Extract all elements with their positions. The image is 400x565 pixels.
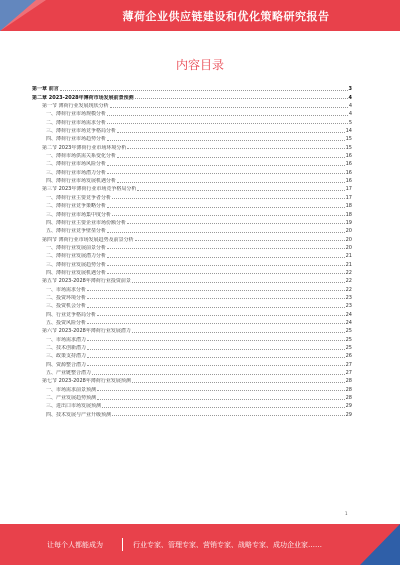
toc-entry-page: 21: [345, 261, 352, 268]
toc-entry[interactable]: [32, 293, 352, 301]
toc-entry-page: 22: [345, 278, 352, 285]
toc-entry-page: 17: [345, 186, 352, 193]
toc-entry-title: 四、行业竞争格局分析: [46, 311, 97, 318]
toc-leader-dots: [132, 282, 345, 283]
toc-entry-page: 20: [345, 244, 352, 251]
toc-entry[interactable]: [32, 84, 352, 92]
toc-entry-title: 第一节 薄荷行业发展现状分析: [42, 103, 109, 110]
toc-entry-page: 25: [345, 336, 352, 343]
toc-entry-title: 二、投资环境分析: [46, 294, 87, 301]
toc-entry[interactable]: [32, 409, 352, 417]
toc-entry[interactable]: [32, 243, 352, 251]
toc-leader-dots: [135, 98, 348, 99]
toc-entry[interactable]: [32, 401, 352, 409]
toc-entry-page: 27: [345, 370, 352, 377]
toc-entry-page: 26: [345, 353, 352, 360]
toc-entry-page: 20: [345, 236, 352, 243]
toc-entry-title: 五、产业链整合潜力: [46, 370, 92, 377]
toc-entry[interactable]: [32, 176, 352, 184]
toc-entry-title: 五、薄荷行业竞争壁垒分析: [46, 228, 107, 235]
toc-entry[interactable]: [32, 92, 352, 100]
toc-entry[interactable]: [32, 343, 352, 351]
toc-entry[interactable]: [32, 393, 352, 401]
header-decoration-stripe: [0, 0, 46, 31]
toc-entry[interactable]: [32, 134, 352, 142]
toc-leader-dots: [97, 390, 345, 391]
toc-entry-page: 16: [345, 161, 352, 168]
toc-entry-page: 14: [345, 128, 352, 135]
toc-entry-title: 四、资源整合潜力: [46, 361, 87, 368]
toc-entry[interactable]: [32, 318, 352, 326]
toc-entry-title: 三、薄荷行业发展趋势分析: [46, 261, 107, 268]
toc-entry[interactable]: [32, 351, 352, 359]
toc-entry-title: 三、政策支持潜力: [46, 353, 87, 360]
toc-leader-dots: [117, 132, 345, 133]
toc-entry-title: 第二章 2023-2028年薄荷市场发展前景预测: [32, 94, 134, 101]
toc-entry[interactable]: [32, 284, 352, 292]
toc-entry-title: 一、市场需求潜力: [46, 336, 87, 343]
toc-entry-title: 二、薄荷行业市场需求分析: [46, 119, 107, 126]
toc-entry-page: 28: [345, 395, 352, 402]
toc-entry-title: 三、薄荷行业市场潜力分析: [46, 169, 107, 176]
toc-leader-dots: [60, 90, 348, 91]
toc-entry-page: 23: [345, 303, 352, 310]
toc-entry-page: 29: [345, 411, 352, 418]
toc-entry[interactable]: [32, 192, 352, 200]
toc-entry-title: 三、薄荷行业市场竞争格局分析: [46, 128, 117, 135]
toc-entry[interactable]: [32, 326, 352, 334]
toc-leader-dots: [112, 215, 345, 216]
toc-entry[interactable]: [32, 259, 352, 267]
toc-entry-page: 22: [345, 269, 352, 276]
toc-entry-page: 17: [345, 194, 352, 201]
toc-entry[interactable]: [32, 151, 352, 159]
toc-entry-page: 4: [348, 111, 352, 118]
toc-entry[interactable]: [32, 376, 352, 384]
toc-entry[interactable]: [32, 334, 352, 342]
toc-entry-page: 28: [345, 378, 352, 385]
toc-leader-dots: [87, 365, 345, 366]
toc-entry[interactable]: [32, 218, 352, 226]
toc-entry-title: 一、市场需求分析: [46, 286, 87, 293]
toc-entry[interactable]: [32, 126, 352, 134]
toc-entry-page: 15: [345, 136, 352, 143]
toc-entry-title: 一、薄荷行业主要竞争者分析: [46, 194, 112, 201]
toc-entry[interactable]: [32, 276, 352, 284]
toc-entry-title: 三、进出口市场发展预测: [46, 403, 102, 410]
toc-leader-dots: [107, 232, 345, 233]
toc-leader-dots: [132, 382, 345, 383]
toc-entry[interactable]: [32, 209, 352, 217]
toc-entry[interactable]: [32, 309, 352, 317]
toc-entry-page: 16: [345, 169, 352, 176]
toc-leader-dots: [107, 248, 345, 249]
toc-entry-title: 一、薄荷行业发展前景分析: [46, 244, 107, 251]
toc-entry-title: 第五节 2023-2028年薄荷行业投资前景: [42, 278, 131, 285]
toc-entry-title: 四、薄荷行业发展机遇分析: [46, 269, 107, 276]
toc-leader-dots: [117, 182, 345, 183]
toc-entry-page: 25: [345, 328, 352, 335]
toc-leader-dots: [87, 357, 345, 358]
toc-leader-dots: [97, 315, 345, 316]
toc-entry-title: 二、技术创新潜力: [46, 345, 87, 351]
toc-entry-title: 一、薄荷市场供需关系变化分析: [46, 153, 117, 160]
toc-entry-page: 21: [345, 253, 352, 260]
toc-entry-title: 二、薄荷行业发展潜力分析: [46, 253, 107, 260]
toc-entry-page: 4: [348, 94, 352, 101]
toc-leader-dots: [102, 407, 345, 408]
toc-entry-title: 五、投资风险分析: [46, 319, 87, 326]
toc-leader-dots: [107, 140, 345, 141]
toc-entry-title: 一、市场需求前景预测: [46, 386, 97, 393]
toc-entry-title: 第四节 薄荷行业市场发展趋势及前景分析: [42, 236, 134, 243]
header-banner: [0, 0, 400, 31]
toc-leader-dots: [127, 148, 344, 149]
toc-entry[interactable]: [32, 142, 352, 150]
toc-entry-title: 第一章 前言: [32, 86, 59, 93]
toc-entry[interactable]: [32, 109, 352, 117]
toc-entry-title: 一、薄荷行业市场规模分析: [46, 111, 107, 118]
toc-leader-dots: [87, 307, 345, 308]
toc-entry[interactable]: [32, 184, 352, 192]
toc-entry-page: 16: [345, 153, 352, 160]
toc-entry[interactable]: [32, 384, 352, 392]
toc-leader-dots: [92, 374, 345, 375]
toc-entry-page: 27: [345, 361, 352, 368]
toc-leader-dots: [87, 349, 345, 350]
toc-leader-dots: [107, 165, 345, 166]
toc-leader-dots: [112, 415, 345, 416]
toc-entry[interactable]: [32, 359, 352, 367]
toc-entry-title: 四、薄荷行业主要企业市场份额分析: [46, 219, 127, 226]
toc-leader-dots: [107, 123, 348, 124]
toc-entry[interactable]: [32, 201, 352, 209]
toc-entry[interactable]: [32, 167, 352, 175]
toc-entry-title: 三、薄荷行业市场集中度分析: [46, 211, 112, 218]
toc-entry-page: 15: [345, 144, 352, 151]
toc-entry-page: 4: [348, 103, 352, 110]
toc-entry[interactable]: [32, 268, 352, 276]
toc-leader-dots: [117, 157, 345, 158]
toc-leader-dots: [87, 323, 345, 324]
toc-entry-title: 四、薄荷行业市场发展机遇分析: [46, 178, 117, 185]
toc-leader-dots: [87, 290, 345, 291]
toc-entry-page: 20: [345, 228, 352, 235]
toc-entry-page: 18: [345, 203, 352, 210]
toc-entry-page: 29: [345, 403, 352, 410]
toc-entry-page: 18: [345, 211, 352, 218]
toc-entry-title: 二、产业发展趋势预测: [46, 395, 97, 402]
toc-leader-dots: [107, 257, 345, 258]
toc-entry[interactable]: [32, 234, 352, 242]
toc-leader-dots: [107, 173, 345, 174]
report-title: 薄荷企业供应链建设和优化策略研究报告: [122, 10, 330, 23]
toc-entry-page: 16: [345, 178, 352, 185]
toc-leader-dots: [112, 198, 345, 199]
footer-tagline: 行业专家、管理专家、营销专家、战略专家、成功企业家……: [133, 541, 322, 549]
toc-entry-title: 二、薄荷行业市场风险分析: [46, 161, 107, 168]
toc-entry[interactable]: [32, 368, 352, 376]
toc-entry-page: 3: [348, 86, 352, 93]
toc-entry[interactable]: [32, 117, 352, 125]
toc-leader-dots: [107, 115, 348, 116]
toc-entry-page: 5: [348, 119, 352, 126]
toc-leader-dots: [107, 265, 345, 266]
toc-entry-title: 第三节 2023年薄荷行业市场竞争格局分析: [42, 186, 137, 193]
toc-entry[interactable]: [32, 251, 352, 259]
toc-leader-dots: [97, 399, 345, 400]
toc-entry-title: 二、薄荷行业竞争策略分析: [46, 203, 107, 210]
toc-leader-dots: [110, 107, 348, 108]
toc-entry[interactable]: [32, 301, 352, 309]
toc-leader-dots: [87, 340, 345, 341]
toc-entry[interactable]: [32, 226, 352, 234]
table-of-contents: [32, 84, 352, 418]
toc-leader-dots: [137, 190, 344, 191]
page-number: 1: [345, 511, 348, 516]
toc-entry-title: 第六节 2023-2028年薄荷行业发展潜力: [42, 328, 131, 335]
toc-entry-title: 第七节 2023-2028年薄荷行业发展预测: [42, 378, 131, 385]
footer-slogan: 让每个人都能成为: [47, 541, 103, 549]
toc-leader-dots: [107, 273, 345, 274]
footer-decoration: [360, 524, 400, 565]
toc-leader-dots: [107, 207, 345, 208]
toc-entry-page: 28: [345, 386, 352, 393]
toc-entry-page: 24: [345, 311, 352, 318]
toc-leader-dots: [132, 332, 345, 333]
toc-entry-page: 25: [345, 345, 352, 351]
toc-leader-dots: [135, 240, 345, 241]
footer-divider: [122, 538, 123, 551]
footer-banner: [0, 524, 400, 565]
toc-entry-title: 四、技术发展与产业升级预测: [46, 411, 112, 418]
toc-entry-title: 三、投资机会分析: [46, 303, 87, 310]
toc-entry[interactable]: [32, 159, 352, 167]
toc-entry[interactable]: [32, 101, 352, 109]
toc-leader-dots: [87, 298, 345, 299]
page-title: 内容目录: [175, 58, 224, 72]
toc-leader-dots: [127, 223, 345, 224]
toc-entry-page: 19: [345, 219, 352, 226]
toc-entry-page: 23: [345, 294, 352, 301]
toc-entry-title: 四、薄荷行业市场趋势分析: [46, 136, 107, 143]
toc-entry-title: 第二节 2023年薄荷行业市场环境分析: [42, 144, 127, 151]
toc-entry-page: 22: [345, 286, 352, 293]
toc-entry-page: 24: [345, 319, 352, 326]
